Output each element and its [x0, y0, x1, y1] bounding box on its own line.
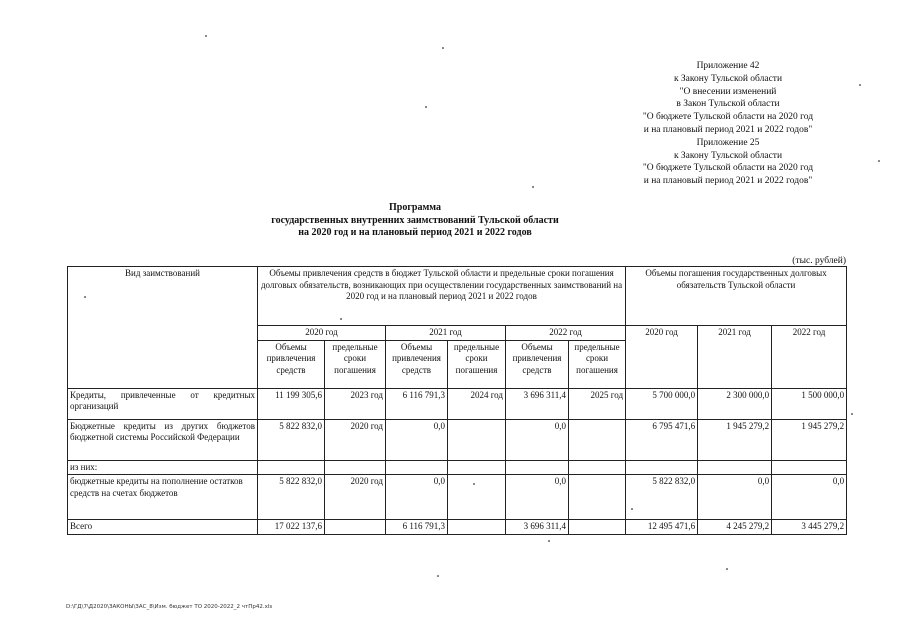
cell-term-2021	[448, 419, 506, 460]
cell-repay-2020: 12 495 471,6	[626, 520, 698, 535]
cell-term-2020: 2020 год	[325, 475, 386, 520]
cell-term-2020	[325, 520, 386, 535]
appendix-line: Приложение 42	[696, 61, 760, 71]
cell-term-2020: 2023 год	[325, 388, 386, 419]
scan-speck	[859, 84, 861, 86]
scan-speck	[631, 508, 633, 510]
row-label: бюджетные кредиты на пополнение остатков средств на счетах бюджетов	[68, 475, 258, 520]
cell-repay-2022: 3 445 279,2	[772, 520, 847, 535]
cell-volume-2021: 0,0	[386, 419, 448, 460]
row-label: Всего	[68, 520, 258, 535]
cell-volume-2020: 17 022 137,6	[258, 520, 325, 535]
cell-repay-2021: 0,0	[698, 475, 772, 520]
document-title	[180, 202, 650, 240]
header-attraction: Объемы привлечения средств в бюджет Тульской области и предельные сроки погашения долговых обязательств, возникающих при осуществлении государственных заимствований на 2020 год и на плановый период 2021 и 2022 годов	[258, 267, 626, 326]
header-year-2022: 2022 год	[506, 326, 626, 341]
cell-volume-2022: 3 696 311,4	[506, 388, 569, 419]
header-borrowing-kind: Вид заимствований	[68, 267, 258, 389]
row-label: из них:	[68, 460, 258, 475]
row-label: Кредиты, привлеченные от кредитных организаций	[68, 388, 258, 419]
scan-speck	[205, 35, 207, 37]
cell-volume-2020: 5 822 832,0	[258, 475, 325, 520]
appendix-line: Приложение 25	[696, 137, 760, 148]
table-row	[68, 419, 847, 460]
header-repay-2022: 2022 год	[772, 326, 847, 389]
cell-volume-2020: 5 822 832,0	[258, 419, 325, 460]
borrowing-program-table	[67, 266, 847, 535]
cell-term-2021: 2024 год	[448, 388, 506, 419]
cell-term-2021	[448, 520, 506, 535]
scan-speck	[84, 296, 86, 298]
cell-term-2022	[569, 475, 626, 520]
appendix-line: к Закону Тульской области	[673, 73, 783, 84]
cell-repay-2020: 6 795 471,6	[626, 419, 698, 460]
header-term: предельные сроки погашения	[325, 340, 386, 388]
appendix-line: к Закону Тульской области	[673, 150, 783, 161]
scan-speck	[442, 47, 444, 49]
table-row-total	[68, 520, 847, 535]
scan-speck	[726, 568, 728, 570]
title-line-3: на 2020 год и на плановый период 2021 и 2022 годов	[298, 227, 532, 238]
header-year-2021: 2021 год	[386, 326, 506, 341]
header-year-2020: 2020 год	[258, 326, 386, 341]
cell-repay-2020: 5 822 832,0	[626, 475, 698, 520]
cell-volume-2020: 11 199 305,6	[258, 388, 325, 419]
units-label: (тыс. рублей)	[792, 256, 846, 266]
cell-term-2022: 2025 год	[569, 388, 626, 419]
cell-term-2022	[569, 419, 626, 460]
appendix-line: и на плановый период 2021 и 2022 годов"	[643, 176, 813, 187]
title-line-1: Программа	[389, 202, 441, 213]
cell-repay-2021: 1 945 279,2	[698, 419, 772, 460]
cell-term-2020: 2020 год	[325, 419, 386, 460]
header-volume: Объемы привлечения средств	[386, 340, 448, 388]
cell-repay-2021: 2 300 000,0	[698, 388, 772, 419]
header-volume: Объемы привлечения средств	[506, 340, 569, 388]
title-line-2: государственных внутренних заимствований Тульской области	[271, 214, 559, 226]
table-row	[68, 475, 847, 520]
cell-repay-2022: 1 945 279,2	[772, 419, 847, 460]
header-repayment: Объемы погашения государственных долговых обязательств Тульской области	[626, 267, 847, 326]
appendix-line: в Закон Тульской области	[676, 99, 780, 110]
cell-volume-2021: 0,0	[386, 475, 448, 520]
header-repay-2020: 2020 год	[626, 326, 698, 389]
appendix-line: "О бюджете Тульской области на 2020 год	[642, 163, 814, 174]
appendix-line: "О внесении изменений	[679, 86, 777, 97]
scan-speck	[851, 413, 853, 415]
scan-speck	[878, 160, 880, 162]
scan-speck	[340, 318, 342, 320]
cell-repay-2021: 4 245 279,2	[698, 520, 772, 535]
cell-volume-2022: 3 696 311,4	[506, 520, 569, 535]
appendix-reference	[610, 60, 846, 188]
appendix-line: "О бюджете Тульской области на 2020 год	[642, 112, 814, 123]
cell-repay-2022: 1 500 000,0	[772, 388, 847, 419]
row-label: Бюджетные кредиты из других бюджетов бюджетной системы Российской Федерации	[68, 419, 258, 460]
appendix-line: и на плановый период 2021 и 2022 годов"	[643, 124, 813, 135]
header-volume: Объемы привлечения средств	[258, 340, 325, 388]
file-path-footer: D:\ГД\7\Д2020\ЗАКОНЫ\ЗАС_8\Изм. бюджет ТО 2020-2022_2 чтПр42.xls	[66, 604, 273, 610]
header-repay-2021: 2021 год	[698, 326, 772, 389]
scan-speck	[473, 483, 475, 485]
scan-speck	[437, 575, 439, 577]
cell-volume-2022: 0,0	[506, 419, 569, 460]
cell-volume-2021: 6 116 791,3	[386, 388, 448, 419]
cell-term-2022	[569, 520, 626, 535]
header-term: предельные сроки погашения	[569, 340, 626, 388]
scan-speck	[532, 186, 534, 188]
table-row	[68, 460, 847, 475]
cell-repay-2020: 5 700 000,0	[626, 388, 698, 419]
header-term: предельные сроки погашения	[448, 340, 506, 388]
cell-term-2021	[448, 475, 506, 520]
table-row	[68, 388, 847, 419]
scan-speck	[425, 106, 427, 108]
cell-volume-2021: 6 116 791,3	[386, 520, 448, 535]
cell-volume-2022: 0,0	[506, 475, 569, 520]
cell-repay-2022: 0,0	[772, 475, 847, 520]
scan-speck	[548, 540, 550, 542]
